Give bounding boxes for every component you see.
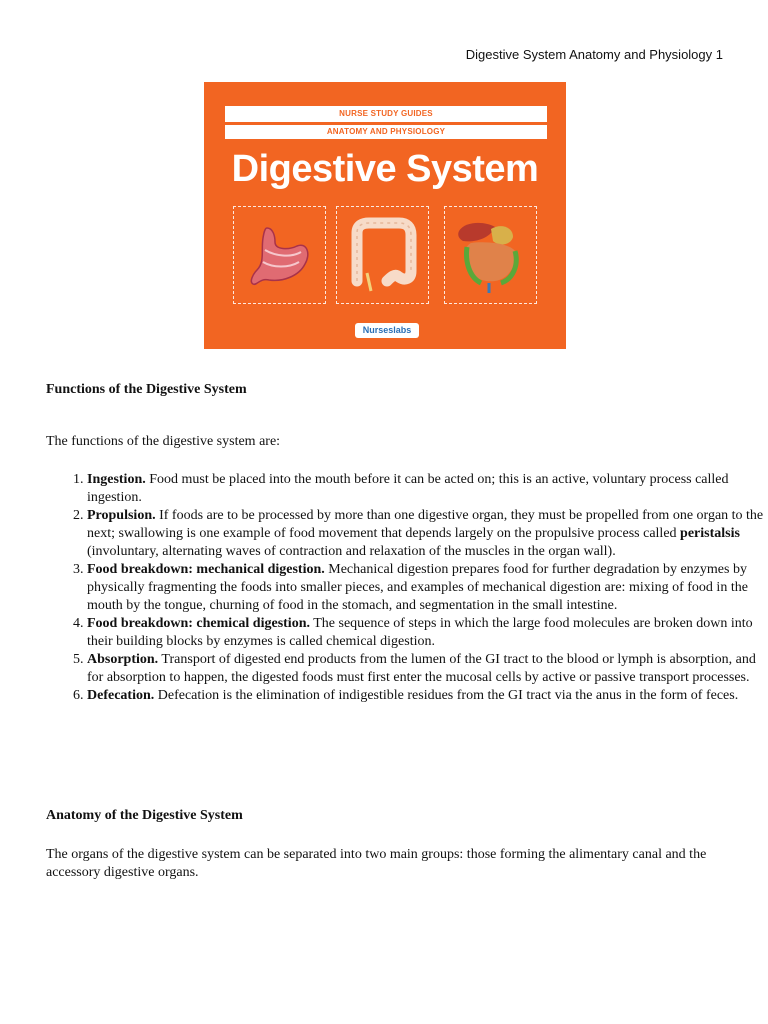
running-header: Digestive System Anatomy and Physiology 1	[465, 47, 723, 62]
list-item: 1. Ingestion. Food must be placed into the mouth before it can be acted on; this is an active, voluntary process called ingestion.	[87, 471, 767, 507]
list-item: 5. Absorption. Transport of digested end products from the lumen of the GI tract to the blood or lymph is absorption, and for absorption to happen, the digested foods must first enter the mucosal cells by active or passive transport processes.	[87, 651, 767, 687]
functions-intro: The functions of the digestive system are:	[46, 434, 281, 449]
large-intestine-icon	[343, 215, 423, 295]
stomach-icon	[245, 220, 315, 290]
list-item: 6. Defecation. Defecation is the elimination of indigestible residues from the GI tract via the anus in the form of feces.	[87, 687, 767, 705]
organ-frame-large-intestine	[336, 206, 429, 304]
organ-frame-digestive-organs	[444, 206, 537, 304]
anatomy-paragraph: The organs of the digestive system can be separated into two main groups: those forming the alimentary canal and the accessory digestive organs.	[46, 847, 707, 880]
section-heading-anatomy: Anatomy of the Digestive System	[46, 808, 243, 823]
cover-band-subject: ANATOMY AND PHYSIOLOGY	[225, 125, 547, 139]
cover-band-series: NURSE STUDY GUIDES	[225, 106, 547, 122]
functions-list	[46, 471, 767, 705]
cover-title: Digestive System	[231, 148, 539, 190]
section-heading-functions: Functions of the Digestive System	[46, 382, 247, 397]
digestive-organs-icon	[451, 213, 531, 297]
cover-image	[204, 82, 566, 349]
list-item: 4. Food breakdown: chemical digestion. The sequence of steps in which the large food molecules are broken down into their building blocks by enzymes is called chemical digestion.	[87, 615, 767, 651]
list-item: 2. Propulsion. If foods are to be processed by more than one digestive organ, they must be propelled from one organ to the next; swallowing is one example of food movement that depends largely on the propulsive process called peristalsis (involuntary, alternating waves of contraction and relaxation of the muscles in the organ wall).	[87, 507, 767, 561]
peristalsis-term: peristalsis	[680, 526, 740, 541]
nurseslabs-logo: Nurseslabs	[355, 323, 419, 338]
list-item: 3. Food breakdown: mechanical digestion. Mechanical digestion prepares food for further degradation by enzymes by physically fragmenting the foods into smaller pieces, and examples of mechanical digestion are: mixing of food in the mouth by the tongue, churning of food in the stomach, and segmentation in the small intestine.	[87, 561, 767, 615]
organ-frame-stomach	[233, 206, 326, 304]
